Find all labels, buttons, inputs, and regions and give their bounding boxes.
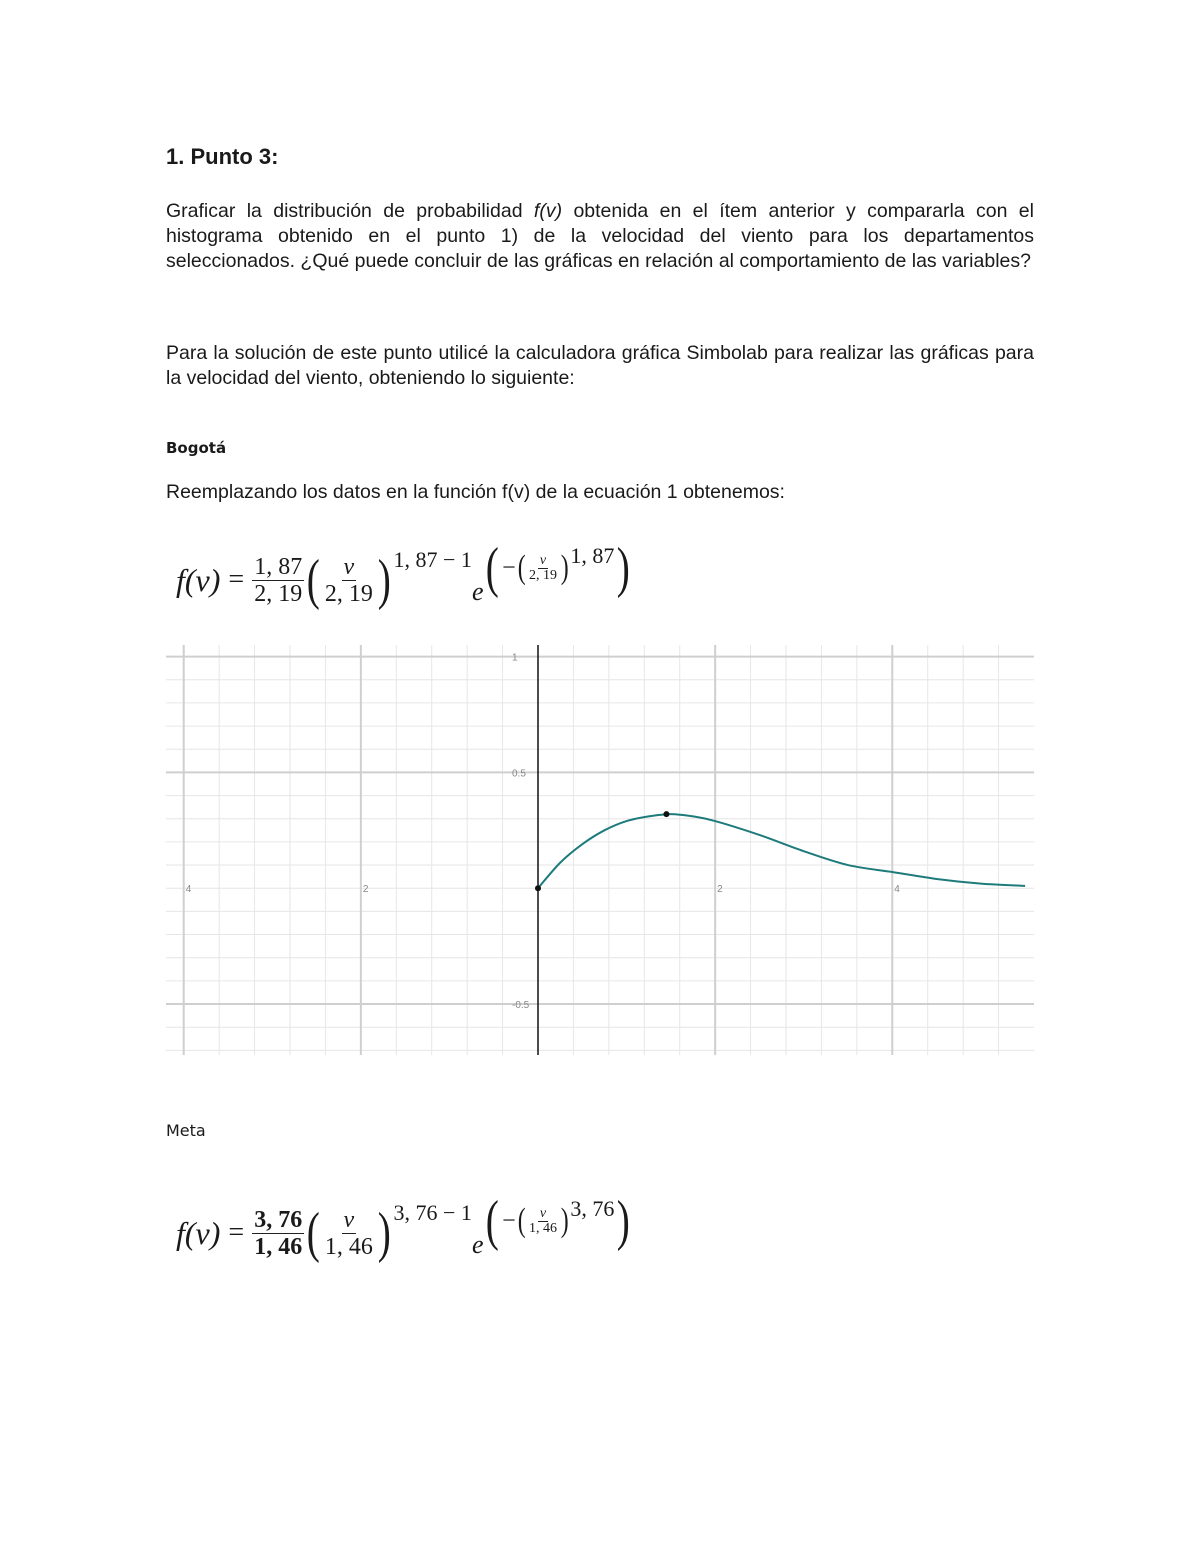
exp-close-paren: )	[617, 1190, 631, 1252]
inner-open-paren: (	[517, 1202, 526, 1239]
y-tick-label: -0.5	[512, 1000, 530, 1012]
formula-lhs: f(v)	[176, 561, 221, 598]
ratio-denominator: 2, 19	[324, 580, 373, 607]
solution-paragraph: Para la solución de este punto utilicé la calculadora gráfica Simbolab para realizar las gráficas para la velocidad del viento, obteniendo lo siguiente:	[166, 342, 1034, 389]
replacement-paragraph: Reemplazando los datos en la función f(v) de la ecuación 1 obtenemos:	[166, 481, 785, 503]
major-grid	[166, 645, 1034, 1055]
inner-fraction	[527, 554, 559, 583]
question-function-name: f(v)	[533, 200, 563, 222]
open-paren: (	[307, 1202, 321, 1264]
open-paren: (	[307, 549, 321, 611]
formula-exponent: 1, 87 − 1	[393, 547, 472, 572]
x-tick-label: 4	[894, 884, 900, 896]
formula-coefficient	[252, 1207, 304, 1260]
exp-minus: −	[502, 554, 516, 581]
formula-lhs: f(v)	[176, 1214, 221, 1251]
exp-open-paren: (	[486, 1190, 500, 1252]
exp-open-paren: (	[486, 537, 500, 599]
ratio-fraction	[323, 554, 375, 607]
close-paren: )	[377, 1202, 391, 1264]
section-heading: 1. Punto 3:	[166, 144, 279, 169]
series-line	[538, 814, 1025, 888]
question-paragraph	[166, 199, 1034, 274]
section-label-bogota: Bogotá	[166, 439, 227, 457]
y-tick-label: 1	[512, 652, 518, 664]
inner-close-paren: )	[560, 549, 569, 586]
formula-exponent: 3, 76 − 1	[393, 1200, 472, 1225]
inner-close-paren: )	[560, 1202, 569, 1239]
euler-e: e	[471, 1230, 484, 1259]
formula-equals: =	[228, 564, 245, 595]
data-point	[535, 885, 541, 891]
question-text-end: obtenida en el ítem anterior y compararla con el histograma obtenido en el punto 1) de la velocidad del viento para los departamentos seleccionados. ¿Qué puede concluir de las gráficas en relación al comportamiento de las variables?	[166, 200, 1034, 272]
formula-coefficient	[252, 554, 304, 607]
ratio-numerator: v	[343, 553, 355, 580]
coefficient-denominator: 1, 46	[254, 1233, 303, 1260]
x-tick-label: 2	[362, 884, 369, 896]
formula-bogota	[176, 537, 633, 611]
exp-close-paren: )	[617, 537, 631, 599]
coefficient-numerator: 3, 76	[254, 1206, 303, 1233]
inner-open-paren: (	[517, 549, 526, 586]
inner-exponent: 3, 76	[570, 1196, 615, 1221]
ratio-denominator: 1, 46	[324, 1233, 373, 1260]
exp-minus: −	[502, 1207, 516, 1234]
minor-grid	[166, 645, 1034, 1055]
inner-exponent: 1, 87	[570, 543, 615, 568]
inner-numerator: v	[539, 552, 547, 568]
inner-numerator: v	[539, 1205, 547, 1221]
close-paren: )	[377, 549, 391, 611]
inner-fraction	[527, 1207, 559, 1236]
y-tick-label: 0.5	[512, 768, 526, 780]
ratio-numerator: v	[343, 1206, 355, 1233]
formula-equals: =	[228, 1217, 245, 1248]
section-label-meta: Meta	[166, 1121, 206, 1140]
x-tick-label: 2	[717, 884, 723, 896]
inner-denominator: 1, 46	[529, 1220, 558, 1236]
formula-meta	[176, 1190, 633, 1264]
x-tick-label: 4	[185, 884, 192, 896]
ratio-fraction	[323, 1207, 375, 1260]
inner-denominator: 2, 19	[529, 567, 558, 583]
coefficient-denominator: 2, 19	[254, 580, 303, 607]
wind-speed-graph	[166, 645, 1034, 1055]
coefficient-numerator: 1, 87	[254, 553, 303, 580]
data-point	[663, 811, 669, 817]
euler-e: e	[471, 577, 484, 606]
question-text-start: Graficar la distribución de probabilidad	[166, 200, 534, 222]
